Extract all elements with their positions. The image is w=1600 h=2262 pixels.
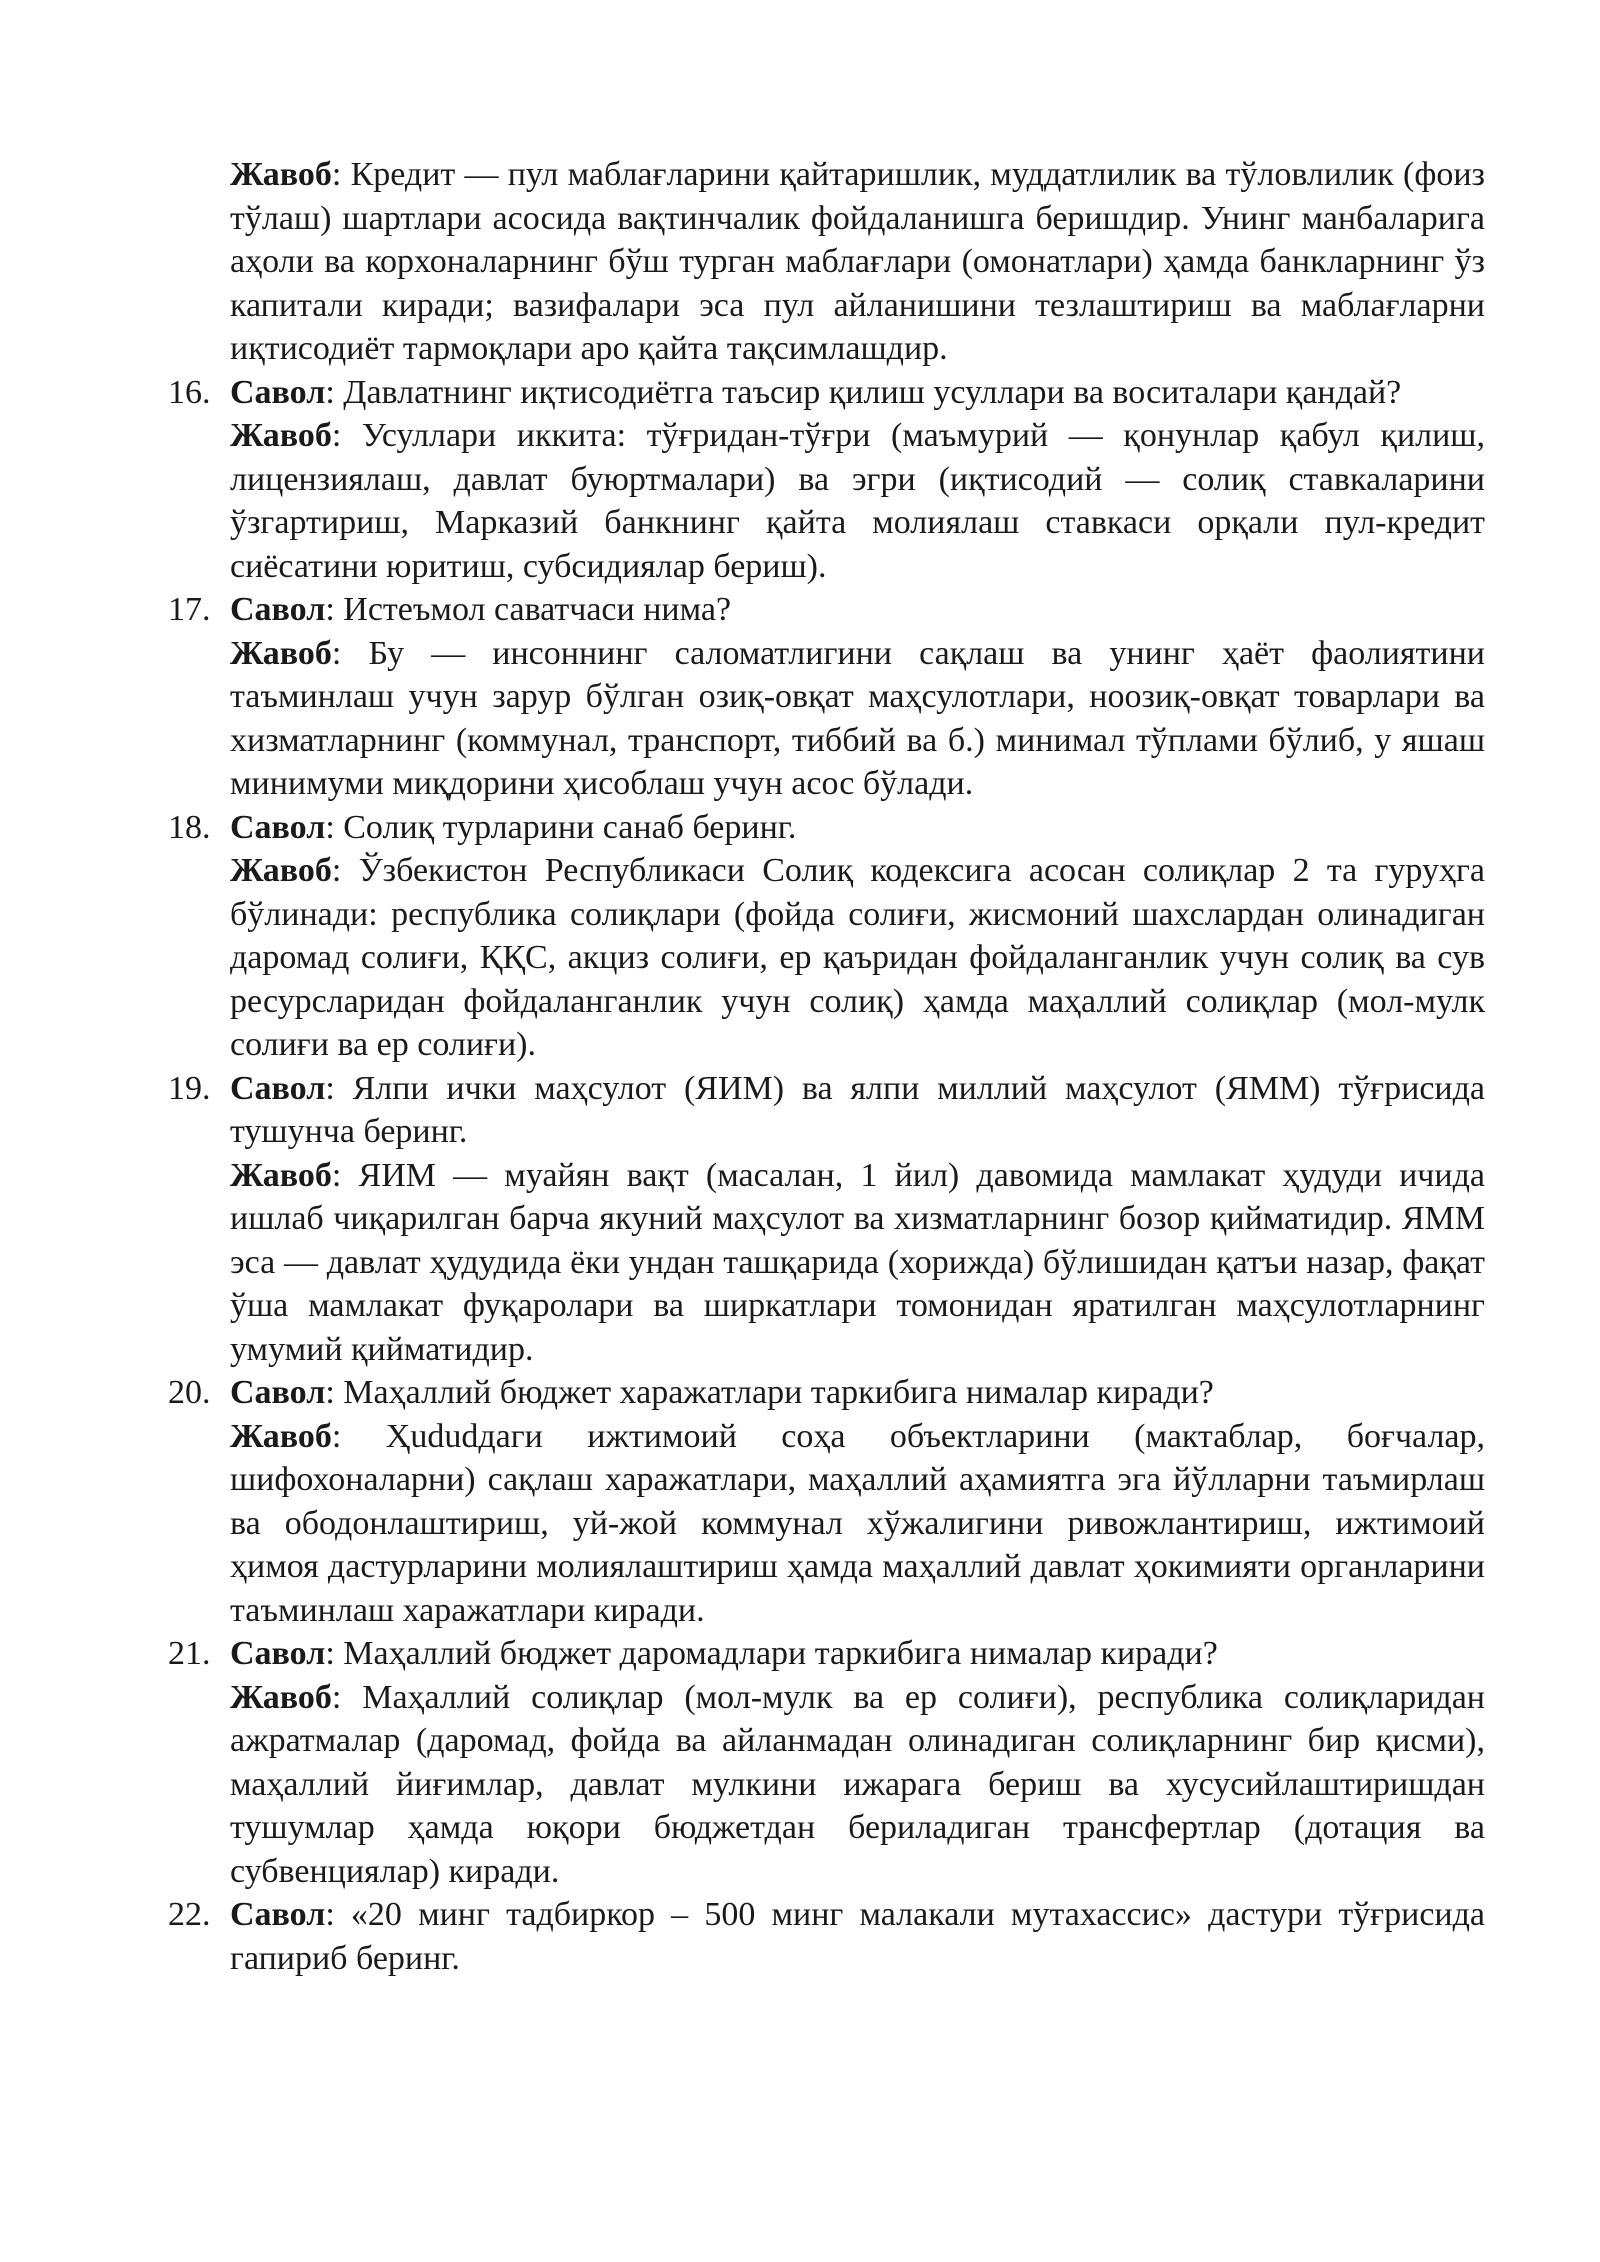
intro-answer-block [230,153,1485,371]
answer-label: Жавоб [230,634,332,672]
question-paragraph [168,1067,1485,1154]
question-number: 17. [168,591,211,628]
answer-label: Жавоб [230,1417,332,1455]
question-number: 21. [168,1635,211,1672]
answer-paragraph [230,1676,1485,1894]
question-text: : Маҳаллий бюджет даромадлари таркибига нималар киради? [325,1635,1218,1672]
answer-text: : ЯИМ — муайян вақт (масалан, 1 йил) давомида мамлакат ҳудуди ичида ишлаб чиқарилган барча якуний маҳсулот ва хизматларнинг бозор қийматидир. ЯММ эса — давлат ҳудудида ёки ундан ташқарида (хорижда) бўлишидан қатъи назар, фақат ўша мамлакат фуқаролари ва ширкатлари томонидан яратилган маҳсулотларнинг умумий қийматидир. [230,1156,1485,1368]
question-number: 18. [168,808,211,846]
qa-item-17 [168,588,1485,806]
question-text: : «20 минг тадбиркор – 500 минг малакали мутахассис» дастури тўғрисида гапириб беринг. [230,1896,1485,1977]
qa-content [168,153,1485,1980]
question-label: Савол [230,1374,326,1411]
question-text: : Солиқ турларини санаб беринг. [325,808,797,846]
question-text: : Ялпи ички маҳсулот (ЯИМ) ва ялпи миллий маҳсулот (ЯММ) тўғрисида тушунча беринг. [230,1069,1485,1150]
answer-paragraph [230,632,1485,806]
question-text: : Давлатнинг иқтисодиётга таъсир қилиш усуллари ва воситалари қандай? [325,373,1402,411]
answer-text: : Кредит — пул маблағларини қайтаришлик, муддатлилик ва тўловлилик (фоиз тўлаш) шартлари асосида вақтинчалик фойдаланишга беришдир. Унинг манбаларига аҳоли ва корхоналарнинг бўш турган маблағлари (омонатлари) ҳамда банкларнинг ўз капитали киради; вазифалари эса пул айланишини тезлаштириш ва маблағларни иқтисодиёт тармоқлари аро қайта тақсимлашдир. [230,156,1485,367]
question-label: Савол [230,1635,326,1672]
question-label: Савол [230,591,326,628]
answer-paragraph [230,1154,1485,1372]
question-paragraph [168,1371,1485,1415]
question-label: Савол [230,1896,326,1933]
answer-paragraph [230,414,1485,588]
question-label: Савол [230,373,326,411]
question-number: 22. [168,1896,211,1933]
qa-item-16 [168,371,1485,589]
answer-text: : Бу — инсоннинг саломатлигини сақлаш ва унинг ҳаёт фаолиятини таъминлаш учун зарур бўлган озиқ-овқат маҳсулотлари, ноозиқ-овқат товарлари ва хизматларнинг (коммунал, транспорт, тиббий ва б.) минимал тўплами бўлиб, у яшаш минимуми миқдорини ҳисоблаш учун асос бўлади. [230,634,1485,802]
question-paragraph [168,806,1485,850]
question-number: 16. [168,373,211,411]
question-label: Савол [230,1069,326,1107]
answer-text: : Ўзбекистон Республикаси Солиқ кодексига асосан солиқлар 2 та гуруҳга бўлинади: республика солиқлари (фойда солиғи, жисмоний шахслардан олинадиган даромад солиғи, ҚҚС, акциз солиғи, ер қаъридан фойдаланганлик учун солиқ ва сув ресурсларидан фойдаланганлик учун солиқ) ҳамда маҳаллий солиқлар (мол-мулк солиғи ва ер солиғи). [230,852,1485,1063]
answer-paragraph [230,1415,1485,1633]
qa-item-22 [168,1893,1485,1980]
qa-item-19 [168,1067,1485,1372]
question-paragraph [168,588,1485,632]
question-label: Савол [230,808,326,846]
answer-text: : Ҳududдаги ижтимоий соҳа объектларини (мактаблар, боғчалар, шифохоналарни) сақлаш харажатлари, маҳаллий аҳамиятга эга йўлларни таъмирлаш ва ободонлаштириш, уй-жой коммунал хўжалигини ривожлантириш, ижтимоий ҳимоя дастурларини молиялаштириш ҳамда маҳаллий давлат ҳокимияти органларини таъминлаш харажатлари киради. [230,1417,1485,1629]
question-paragraph [168,1893,1485,1980]
qa-item-18 [168,806,1485,1067]
answer-label: Жавоб [230,852,332,889]
answer-label: Жавоб [230,417,332,454]
question-paragraph [168,1632,1485,1676]
answer-paragraph [230,153,1485,371]
question-number: 20. [168,1374,211,1411]
question-number: 19. [168,1069,211,1107]
answer-text: : Усуллари иккита: тўғридан-тўғри (маъмурий — қонунлар қабул қилиш, лицензиялаш, давлат буюртмалари) ва эгри (иқтисодий — солиқ ставкаларини ўзгартириш, Марказий банкнинг қайта молиялаш ставкаси орқали пул-кредит сиёсатини юритиш, субсидиялар бериш). [230,417,1485,585]
qa-item-21 [168,1632,1485,1893]
question-paragraph [168,371,1485,415]
answer-paragraph [230,849,1485,1067]
question-text: : Истеъмол саватчаси нима? [325,591,732,628]
answer-label: Жавоб [230,1678,332,1716]
answer-label: Жавоб [230,156,332,193]
qa-item-20 [168,1371,1485,1632]
answer-text: : Маҳаллий солиқлар (мол-мулк ва ер солиғи), республика солиқларидан ажратмалар (даромад, фойда ва айланмадан олинадиган солиқларнинг бир қисми), маҳаллий йиғимлар, давлат мулкини ижарага бериш ва хусусийлаштиришдан тушумлар ҳамда юқори бюджетдан бериладиган трансфертлар (дотация ва субвенциялар) киради. [230,1678,1485,1890]
answer-label: Жавоб [230,1156,332,1194]
question-text: : Маҳаллий бюджет харажатлари таркибига нималар киради? [325,1374,1214,1411]
